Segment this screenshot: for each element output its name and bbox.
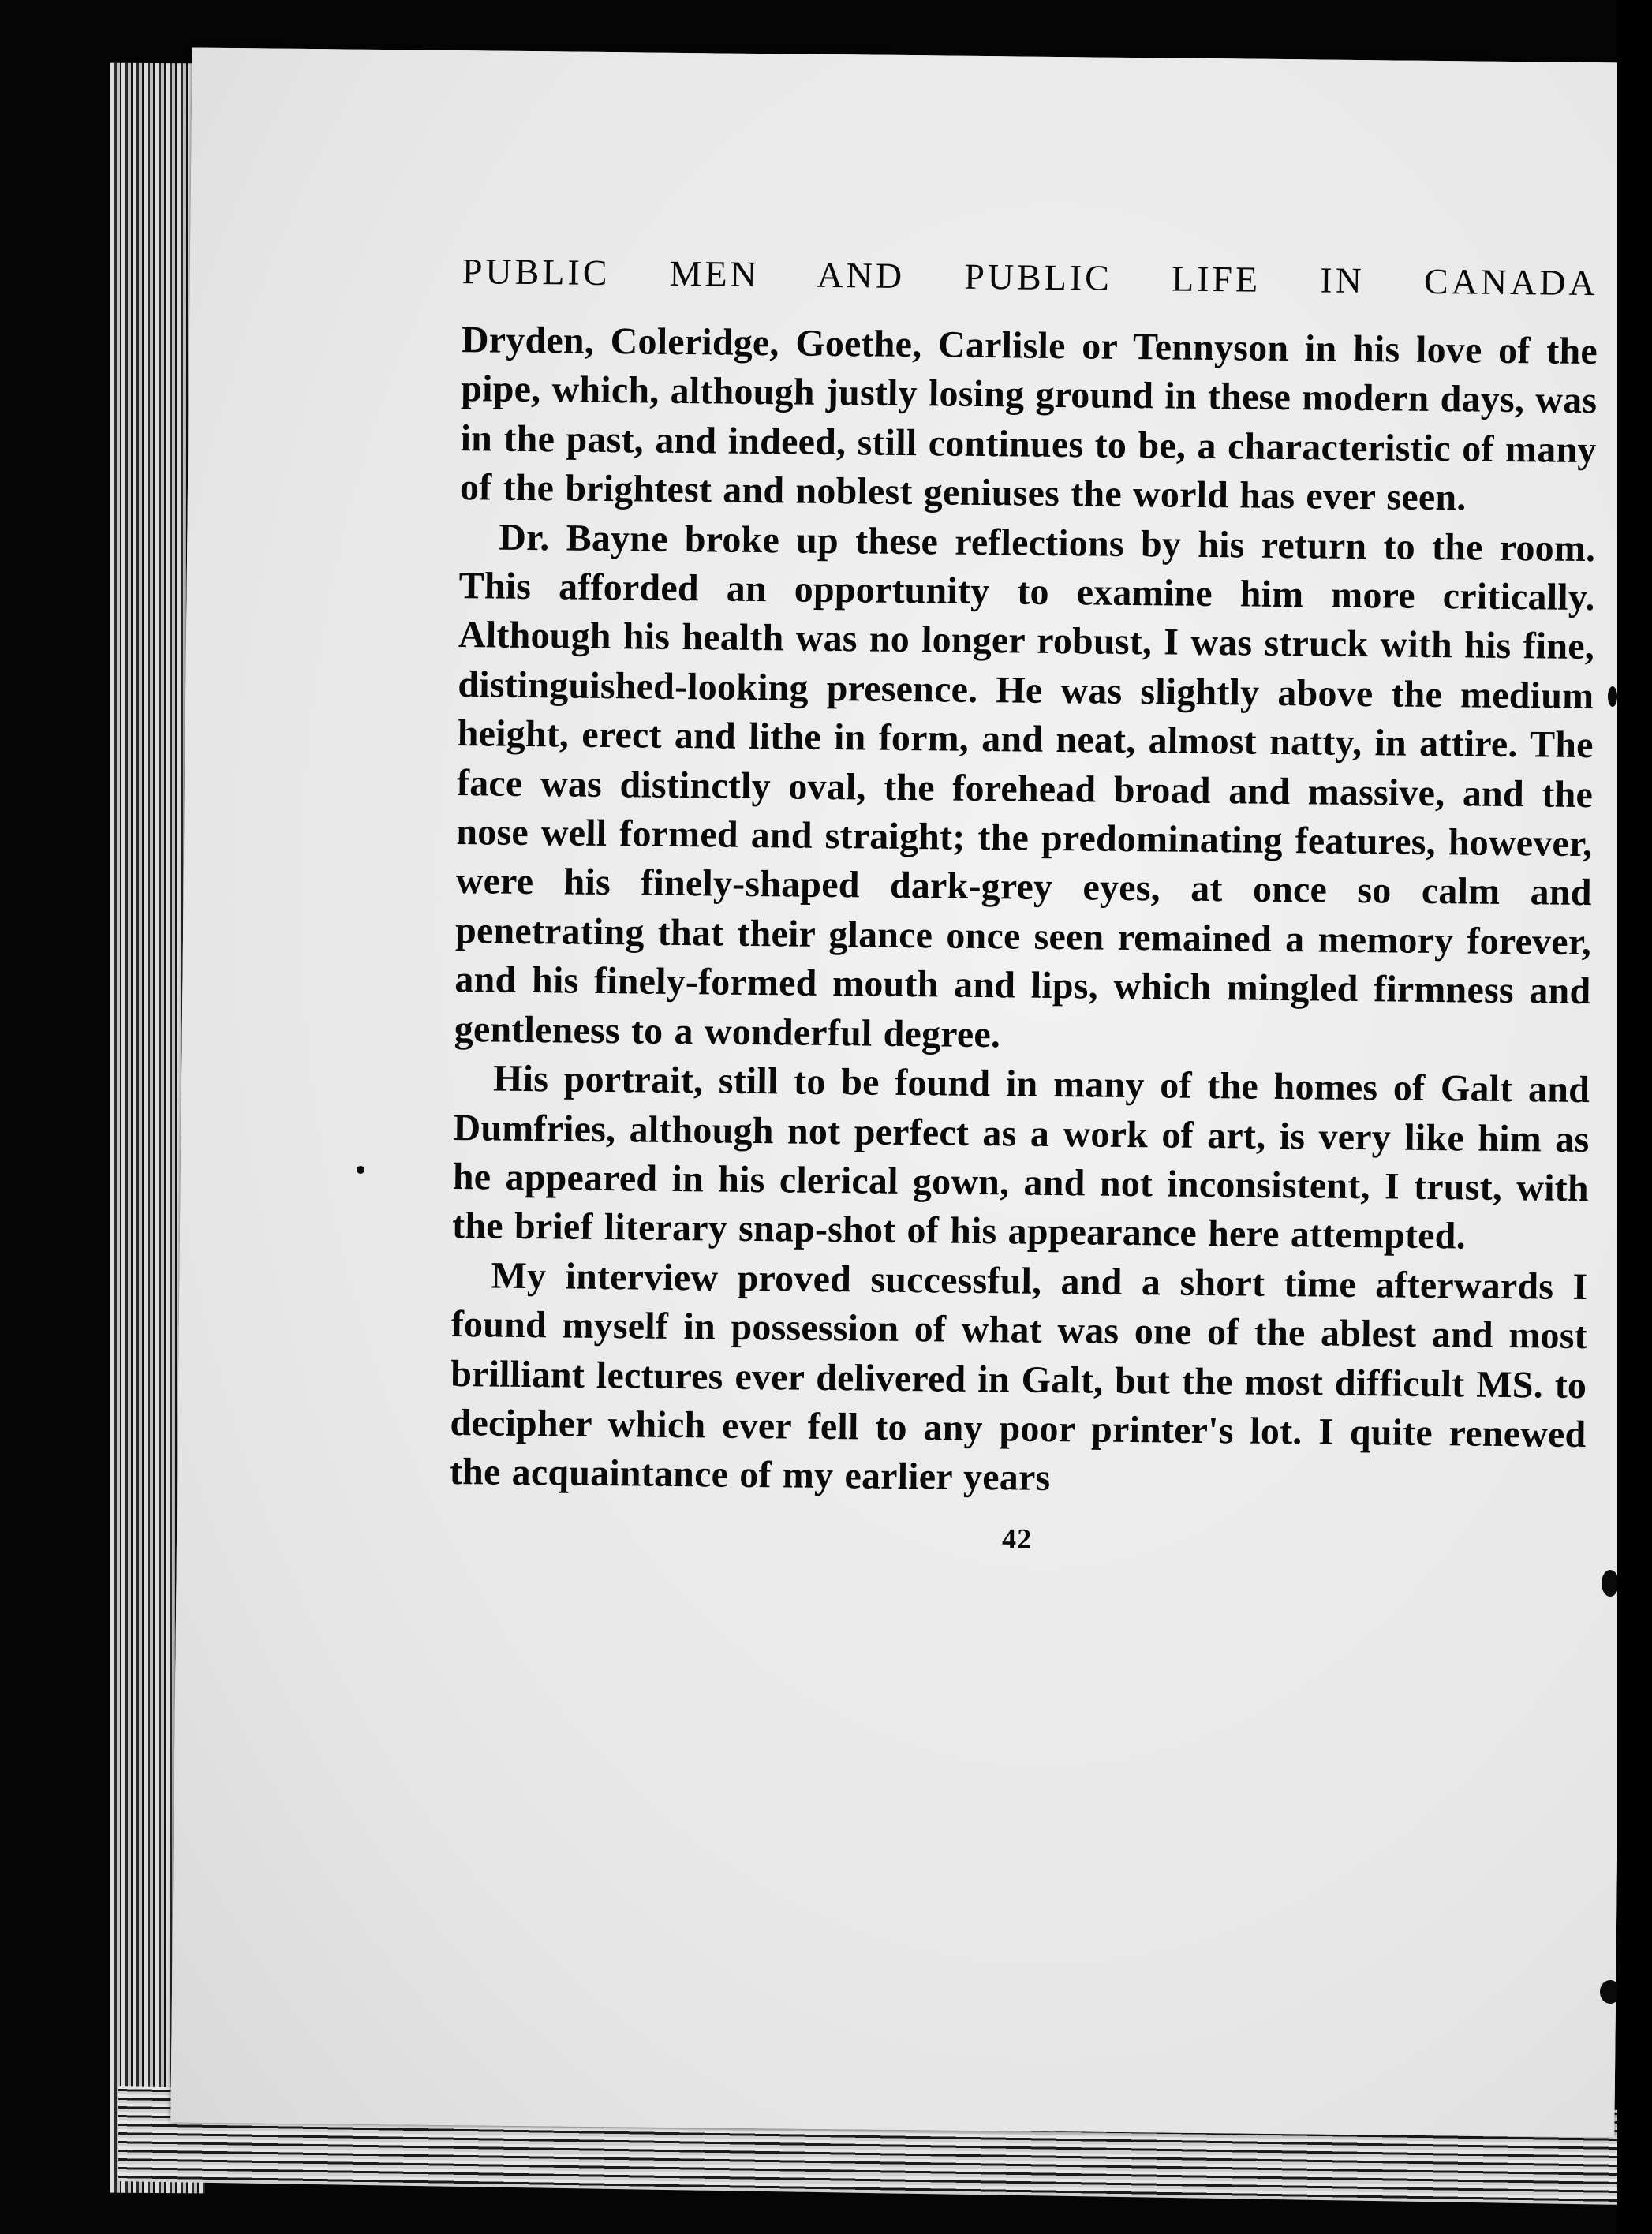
- scan-speck: [1602, 1570, 1619, 1597]
- paragraph-1: Dryden, Coleridge, Goethe, Carlisle or Tennyson in his love of the pipe, which, although justly losing ground in these modern days, was in the past, and indeed, still continues to be, a characteristic of many of the brightest and noblest geniuses the world has ever seen.: [459, 319, 1598, 519]
- page-text-block: [449, 248, 1598, 1561]
- scan-border-right: [1617, 0, 1652, 2234]
- paragraph-2: Dr. Bayne broke up these reflections by his return to the room. This afforded an opportunity to examine him more critically. Although his health was no longer robust, I was struck with his fine, distinguished-looking presence. He was slightly above the medium height, erect and lithe in form, and neat, almost natty, in attire. The face was distinctly oval, the forehead broad and massive, and the nose well formed and straight; the predominating features, however, were his finely-shaped dark-grey eyes, at once so calm and penetrating that their glance once seen remained a memory forever, and his finely-formed mouth and lips, which mingled firmness and gentleness to a wonderful degree.: [454, 516, 1596, 1055]
- book-page: [170, 47, 1635, 2137]
- paragraph-3: His portrait, still to be found in many of the homes of Galt and Dumfries, although not perfect as a work of art, is very like him as he appeared in his clerical gown, and not inconsistent, I trust, with the brief literary snap-shot of his appearance here attempted.: [451, 1057, 1590, 1257]
- page-number: 42: [1001, 1522, 1033, 1555]
- running-head: PUBLIC MEN AND PUBLIC LIFE IN CANADA: [462, 251, 1599, 304]
- paragraph-4: My interview proved successful, and a short time afterwards I found myself in possession of what was one of the ablest and most brilliant lectures ever delivered in Galt, but the most difficult MS. to decipher which ever fell to any poor printer's lot. I quite renewed the acquaintance of my earlier years: [449, 1254, 1588, 1500]
- scan-speck: [357, 1166, 364, 1174]
- scan-speck: [1608, 686, 1617, 707]
